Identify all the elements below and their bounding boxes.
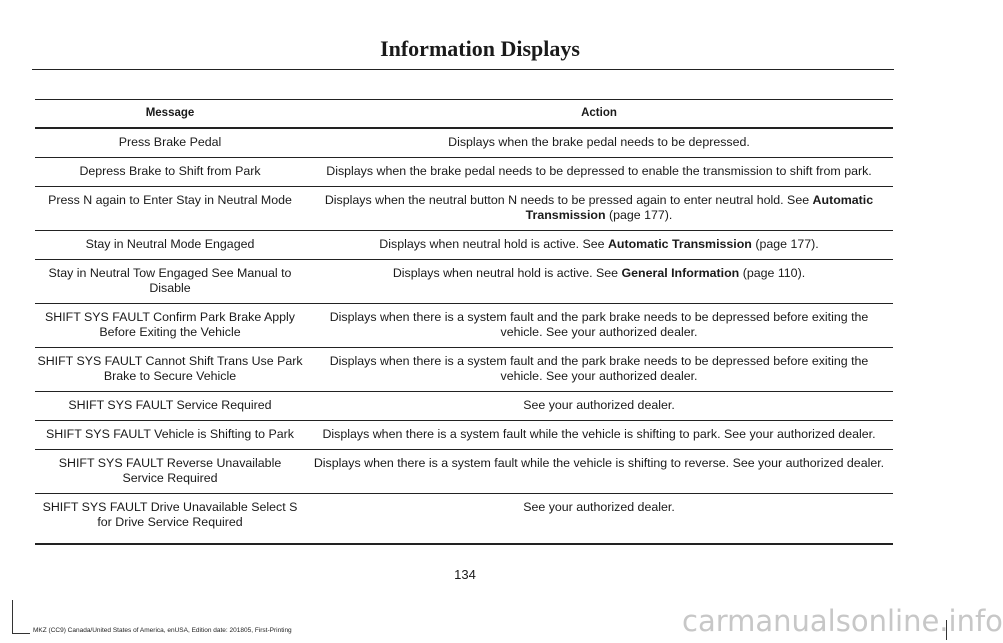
table-row bbox=[35, 348, 893, 392]
table-row bbox=[35, 421, 893, 450]
crop-mark bbox=[12, 633, 30, 634]
page-reference: (page 177). bbox=[751, 237, 819, 251]
table-row bbox=[35, 450, 893, 494]
action-cell bbox=[305, 187, 893, 231]
action-text: Displays when the brake pedal needs to be depressed. bbox=[448, 135, 750, 149]
page-title: Information Displays bbox=[380, 36, 580, 61]
action-text: See your authorized dealer. bbox=[523, 398, 675, 412]
page-number: 134 bbox=[454, 567, 476, 582]
action-text: Displays when there is a system fault while the vehicle is shifting to park. See your authorized dealer. bbox=[322, 427, 876, 441]
header-divider bbox=[32, 69, 894, 70]
messages-table bbox=[35, 99, 893, 545]
message-cell: Stay in Neutral Tow Engaged See Manual to Disable bbox=[35, 260, 305, 304]
message-cell: SHIFT SYS FAULT Drive Unavailable Select S for Drive Service Required bbox=[35, 494, 305, 545]
action-text: Displays when the brake pedal needs to be depressed to enable the transmission to shift from park. bbox=[326, 164, 872, 178]
table-row bbox=[35, 260, 893, 304]
table-row bbox=[35, 128, 893, 158]
table-row bbox=[35, 158, 893, 187]
action-cell bbox=[305, 158, 893, 187]
table-row bbox=[35, 392, 893, 421]
message-cell: Stay in Neutral Mode Engaged bbox=[35, 231, 305, 260]
action-text: Displays when there is a system fault and the park brake needs to be depressed before exiting the vehicle. See your authorized dealer. bbox=[329, 310, 869, 339]
page-reference: (page 177). bbox=[605, 208, 673, 222]
message-cell: SHIFT SYS FAULT Cannot Shift Trans Use Park Brake to Secure Vehicle bbox=[35, 348, 305, 392]
action-cell bbox=[305, 348, 893, 392]
column-header-action: Action bbox=[305, 100, 893, 129]
message-cell: SHIFT SYS FAULT Reverse Unavailable Service Required bbox=[35, 450, 305, 494]
table-header-row bbox=[35, 100, 893, 129]
edition-footer: MKZ (CC9) Canada/United States of America, enUSA, Edition date: 201805, First-Printing bbox=[33, 627, 292, 634]
crop-mark bbox=[12, 600, 13, 634]
message-cell: Press N again to Enter Stay in Neutral Mode bbox=[35, 187, 305, 231]
table-row bbox=[35, 231, 893, 260]
action-cell bbox=[305, 260, 893, 304]
cross-reference-link[interactable]: General Information bbox=[621, 266, 740, 280]
action-cell bbox=[305, 450, 893, 494]
action-cell bbox=[305, 392, 893, 421]
action-cell bbox=[305, 421, 893, 450]
message-cell: SHIFT SYS FAULT Vehicle is Shifting to Park bbox=[35, 421, 305, 450]
table-row bbox=[35, 187, 893, 231]
cross-reference-link[interactable]: Automatic Transmission bbox=[525, 193, 874, 222]
message-cell: SHIFT SYS FAULT Service Required bbox=[35, 392, 305, 421]
action-cell bbox=[305, 494, 893, 545]
page-reference: (page 110). bbox=[739, 266, 806, 280]
message-cell: Press Brake Pedal bbox=[35, 128, 305, 158]
column-header-message: Message bbox=[35, 100, 305, 129]
action-text: Displays when neutral hold is active. See bbox=[379, 237, 608, 251]
message-cell: SHIFT SYS FAULT Confirm Park Brake Apply Before Exiting the Vehicle bbox=[35, 304, 305, 348]
action-text: Displays when the neutral button N needs to be pressed again to enter neutral hold. See bbox=[324, 193, 813, 207]
watermark: carmanualsonline.info bbox=[682, 604, 1003, 638]
cross-reference-link[interactable]: Automatic Transmission bbox=[607, 237, 752, 251]
action-cell bbox=[305, 128, 893, 158]
table-row bbox=[35, 494, 893, 545]
message-cell: Depress Brake to Shift from Park bbox=[35, 158, 305, 187]
action-cell bbox=[305, 231, 893, 260]
action-text: Displays when neutral hold is active. See bbox=[392, 266, 622, 280]
action-text: Displays when there is a system fault and the park brake needs to be depressed before exiting the vehicle. See your authorized dealer. bbox=[329, 354, 869, 383]
action-text: Displays when there is a system fault while the vehicle is shifting to reverse. See your authorized dealer. bbox=[313, 456, 885, 470]
action-cell bbox=[305, 304, 893, 348]
action-text: See your authorized dealer. bbox=[523, 500, 675, 514]
table-row bbox=[35, 304, 893, 348]
